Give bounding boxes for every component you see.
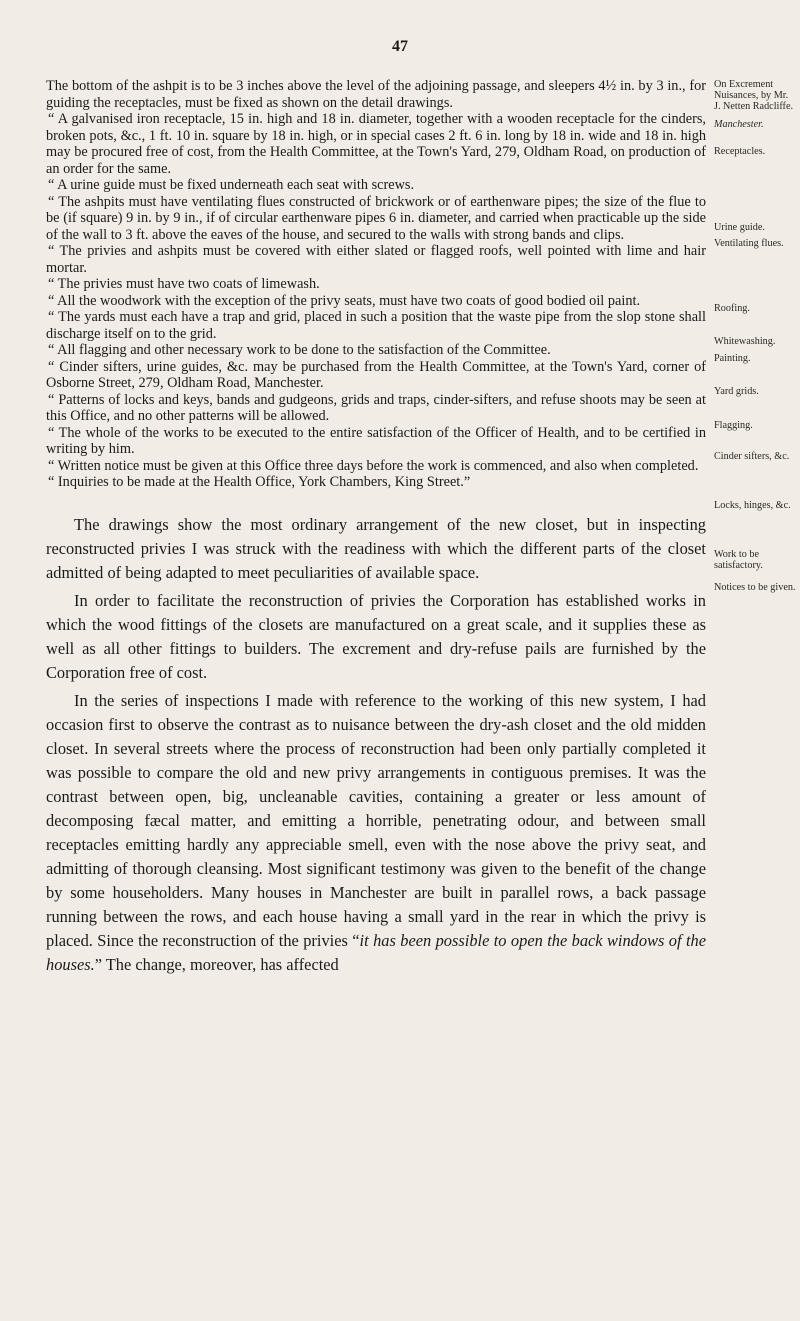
spec-paragraph-patterns: “ Patterns of locks and keys, bands and gudgeons, grids and traps, cinder-sifters, and refuse shoots may be seen at this Office, and no other patterns will be allowed. <box>46 391 706 424</box>
spec-paragraph-yard-grids: “ The yards must each have a trap and grid, placed in such a position that the waste pipe from the slop stone shall discharge itself on to the grid. <box>46 309 706 342</box>
margin-note-yard-grids: Yard grids. <box>714 386 759 397</box>
margin-note-work-satisfactory: Work to be satisfactory. <box>714 549 763 572</box>
body-paragraph-inspections <box>46 689 706 977</box>
margin-note-locks: Locks, hinges, &c. <box>714 500 791 511</box>
spec-paragraph-painting: “ All the woodwork with the exception of the privy seats, must have two coats of good bodied oil paint. <box>48 292 641 309</box>
margin-note-receptacles: Receptacles. <box>714 146 766 157</box>
margin-note-flagging: Flagging. <box>714 420 753 431</box>
body-paragraph-corporation-works: In order to facilitate the reconstruction of privies the Corporation has established works in which the wood fittings of the closets are manufactured on a great scale, and it supplies these as well as all other fittings to builders. The excrement and dry-refuse pails are furnished by the Corporation free of cost. <box>46 590 706 682</box>
inspections-text: In the series of inspections I made with reference to the working of this new system, I had occasion first to observe the contrast as to nuisance between the dry-ash closet and the old midden closet. In several streets where the process of reconstruction had been only partially completed it was possible to compare the old and new privy arrangements in contiguous premises. It was the contrast between open, big, uncleanable cavities, containing a greater or less amount of decomposing fæcal matter, and emitting a horrible, penetrating odour, and between small receptacles emitting hardly any appreciable smell, even with the nose above the privy seat, and admitting of thorough cleansing. Most significant testimony was given to the benefit of the change by some householders. Many houses in Manchester are built in parallel rows, a back passage running between the rows, and each house having a small yard in the rear in which the privy is placed. Since the reconstruction of the privies “ <box>46 690 706 950</box>
margin-note-ventilating-flues: Ventilating flues. <box>714 238 784 249</box>
page-number: 47 <box>392 38 408 55</box>
margin-note-roofing: Roofing. <box>714 303 750 314</box>
spec-paragraph-ventilation: “ The ashpits must have ventilating flues constructed of brickwork or of earthenware pipes; the size of the flue to be (if square) 9 in. by 9 in., if of circular earthenware pipes 6 in. diameter, and carried when practicable up the side of the wall to 3 ft. above the eaves of the house, and secured to the walls with strong bands and clips. <box>46 193 706 243</box>
margin-note-urine-guide: Urine guide. <box>714 222 765 233</box>
inspections-quote: it has been possible to open the back windows of the houses. <box>46 930 706 974</box>
spec-paragraph-inquiries: “ Inquiries to be made at the Health Office, York Chambers, King Street.” <box>48 474 471 490</box>
margin-note-source-text: On Excrement Nuisances, by Mr. J. Netten Radcliffe. <box>714 79 794 113</box>
spec-paragraph-satisfaction: “ The whole of the works to be executed to the entire satisfaction of the Officer of Health, and to be certified in writing by him. <box>46 424 706 457</box>
inspections-text-tail: ” The change, moreover, has affected <box>94 954 339 974</box>
spec-paragraph-cinder-sifters: “ Cinder sifters, urine guides, &c. may be purchased from the Health Committee, at the Town's Yard, corner of Osborne Street, 279, Oldham Road, Manchester. <box>46 358 706 391</box>
spec-paragraph-urine-guide: “ A urine guide must be fixed underneath each seat with screws. <box>48 177 415 193</box>
margin-note-whitewashing: Whitewashing. <box>714 336 776 347</box>
spec-paragraph-flagging: “ All flagging and other necessary work to be done to the satisfaction of the Committee. <box>48 342 551 358</box>
spec-paragraph-receptacle: “ A galvanised iron receptacle, 15 in. high and 18 in. diameter, together with a wooden receptacle for the cinders, broken pots, &c., 1 ft. 10 in. square by 18 in. high, or in special cases 2 ft. 6 in. long by 18 in. wide and 18 in. high may be procured free of cost, from the Health Committee, at the Town's Yard, 279, Oldham Road, on production of an order for the same. <box>46 111 706 177</box>
body-paragraph-drawings: The drawings show the most ordinary arrangement of the new closet, but in inspecting reconstructed privies I was struck with the readiness with which the different parts of the closet admitted of being adapted to meet peculiarities of available space. <box>46 514 706 582</box>
spec-paragraph-limewash: “ The privies must have two coats of limewash. <box>48 276 320 292</box>
margin-note-source <box>714 79 796 130</box>
spec-paragraph-roofing: “ The privies and ashpits must be covered with either slated or flagged roofs, well pointed with lime and hair mortar. <box>46 243 706 276</box>
margin-note-painting: Painting. <box>714 353 751 364</box>
spec-paragraph-ashpit-level: The bottom of the ashpit is to be 3 inches above the level of the adjoining passage, and sleepers 4½ in. by 3 in., for guiding the receptacles, must be fixed as shown on the detail drawings. <box>46 78 706 111</box>
margin-note-source-place: Manchester. <box>714 118 764 130</box>
margin-note-cinder-sifters: Cinder sifters, &c. <box>714 451 790 462</box>
spec-paragraph-notice: “ Written notice must be given at this Office three days before the work is commenced, and also when completed. <box>48 457 699 474</box>
margin-note-notices: Notices to be given. <box>714 582 796 593</box>
section-gap <box>46 491 706 513</box>
text-column <box>46 78 706 981</box>
